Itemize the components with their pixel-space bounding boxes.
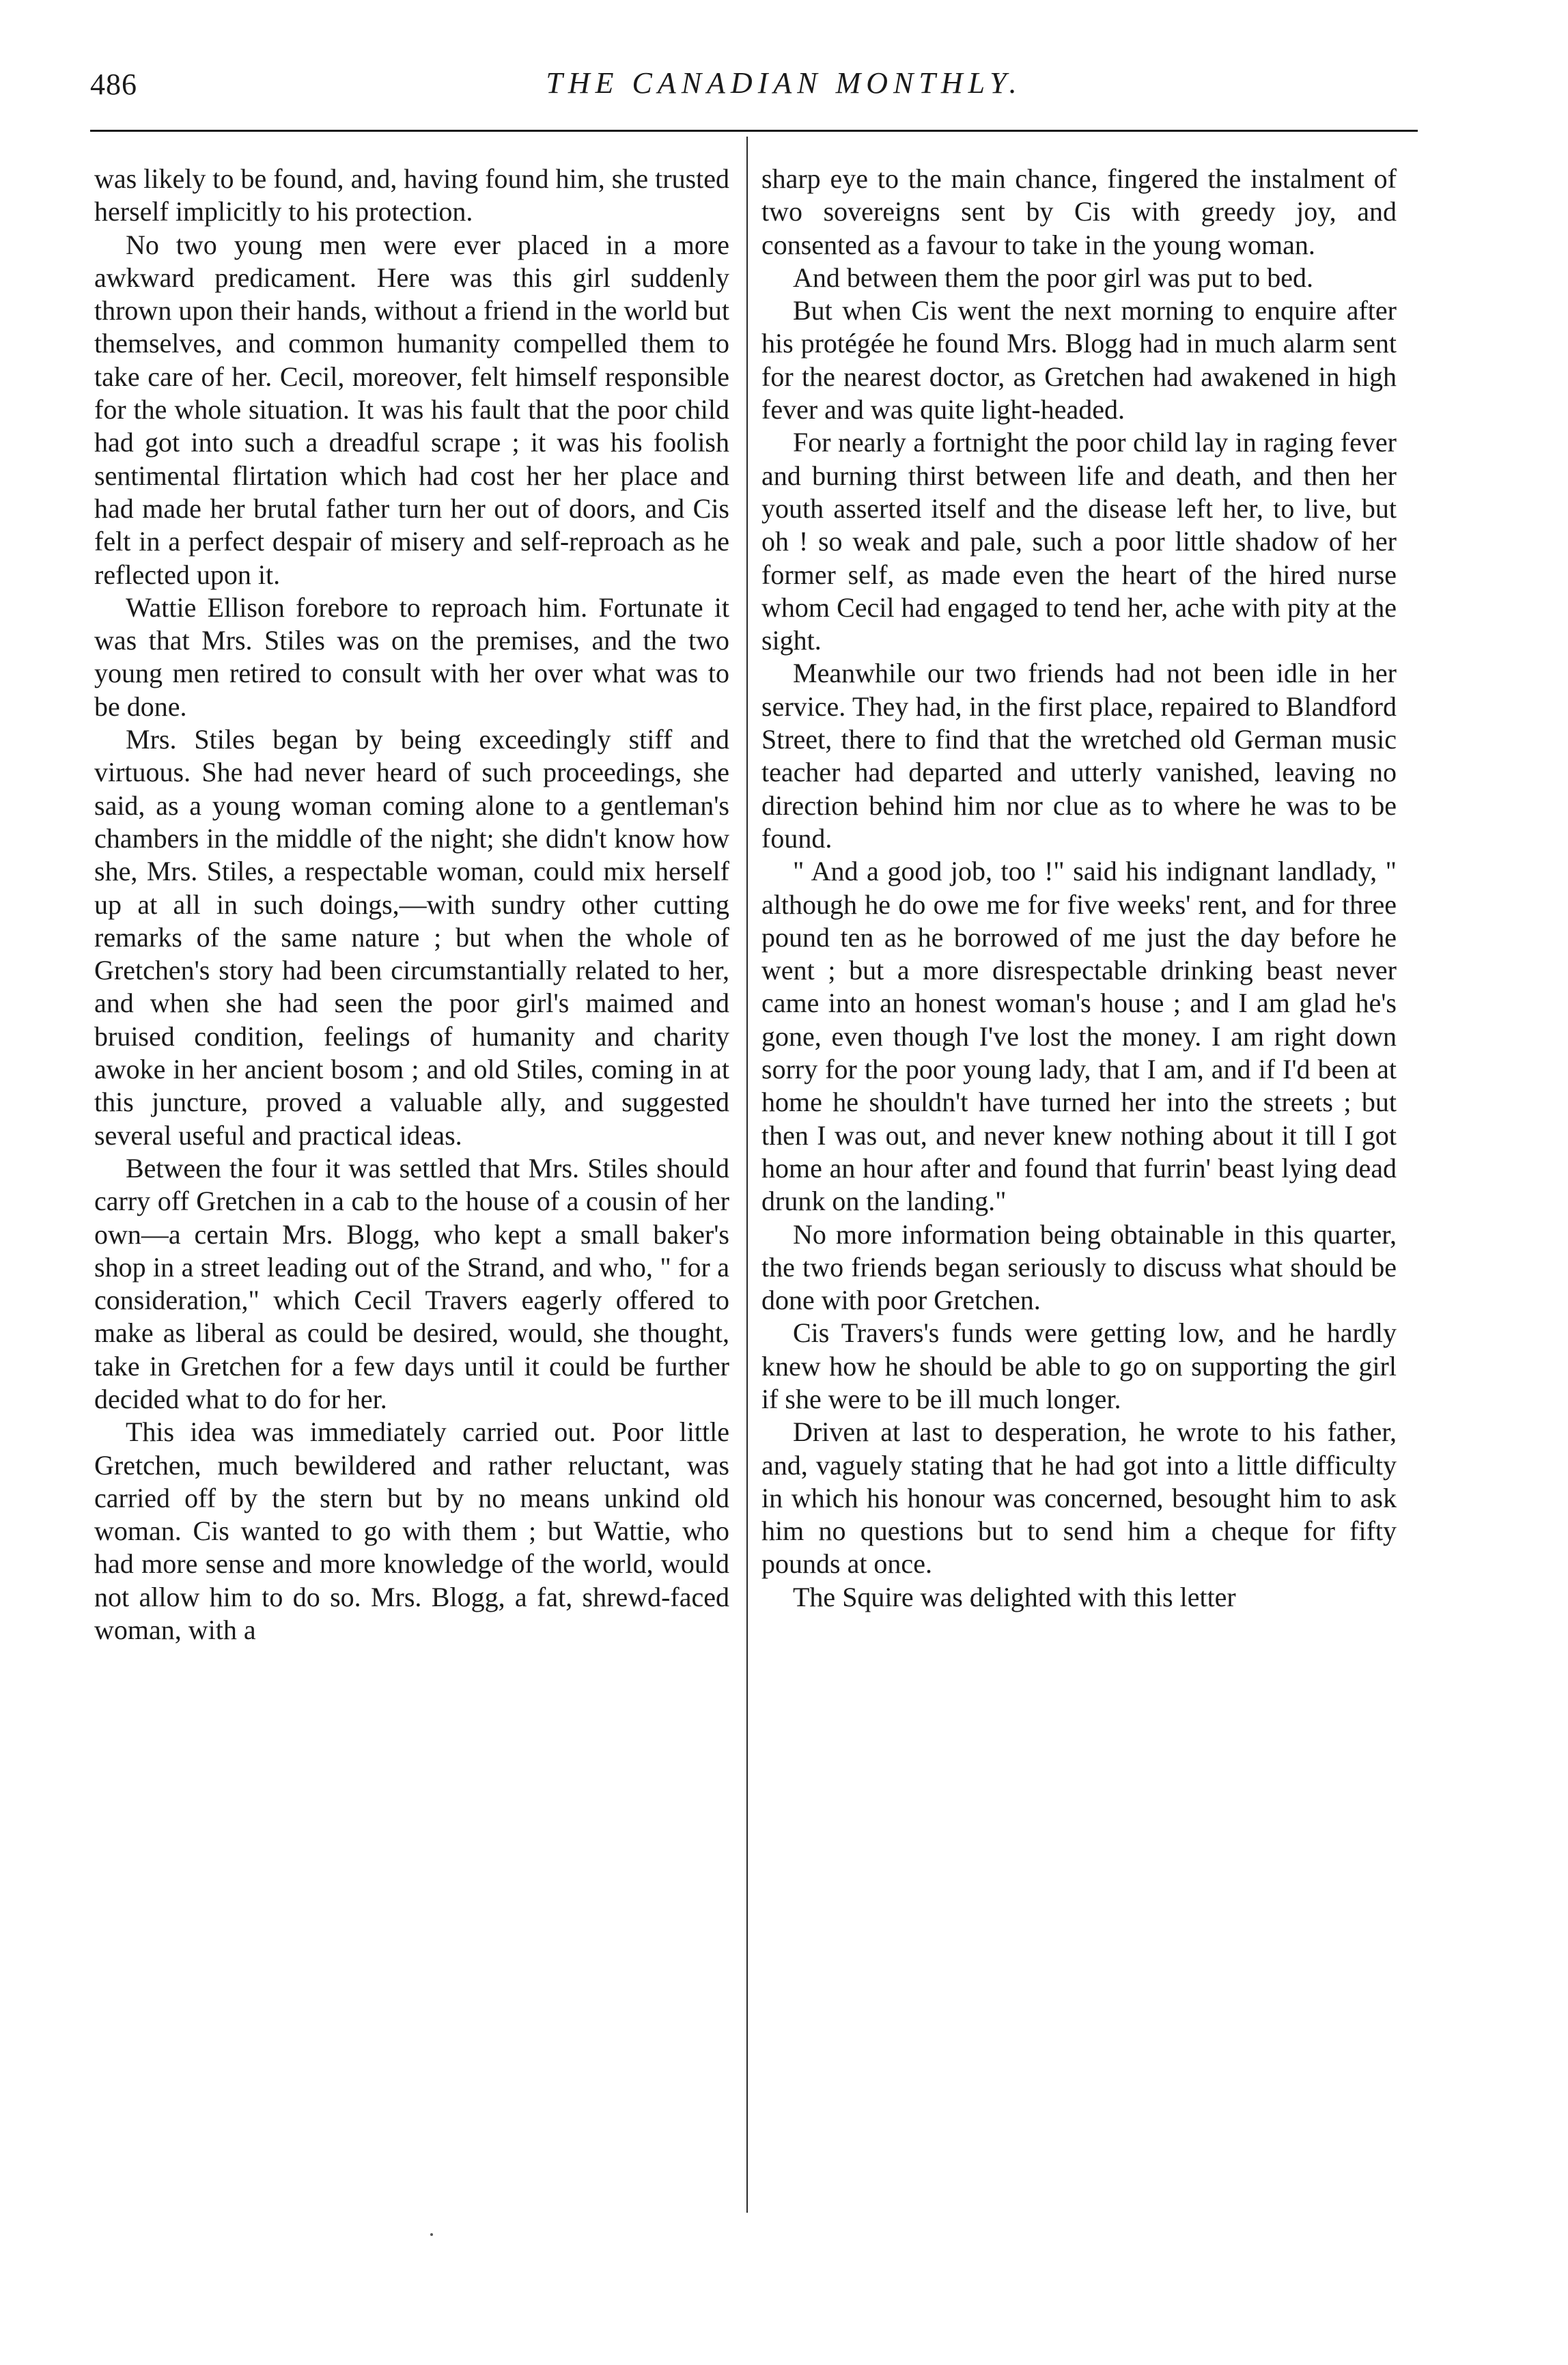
paragraph: No two young men were ever placed in a more awkward predicament. Here was this girl suddenly thrown upon their hands, without a friend in the world but themselves, and common humanity compelled them to take care of her. Cecil, moreover, felt himself responsible for the whole situation. It was his fault that the poor child had got into such a dreadful scrape ; it was his foolish sentimental flirtation which had cost her her place and had made her brutal father turn her out of doors, and Cis felt in a perfect despair of misery and self-reproach as he reflected upon it.: [94, 229, 729, 590]
paragraph: And between them the poor girl was put to bed.: [793, 262, 1314, 293]
paragraph: For nearly a fortnight the poor child lay in raging fever and burning thirst between life and death, and then her youth asserted itself and the disease left her, to live, but oh ! so weak and pale, such a poor little shadow of her former self, as made even the heart of the hired nurse whom Cecil had engaged to tend her, ache with pity at the sight.: [761, 427, 1397, 656]
column-divider: [746, 137, 748, 2213]
paragraph: was likely to be found, and, having found him, she trusted herself implicitly to his protection.: [94, 163, 729, 227]
print-speck: [430, 2233, 433, 2236]
header-rule: [90, 130, 1418, 132]
right-column: [761, 163, 1397, 1614]
paragraph: Wattie Ellison forebore to reproach him. Fortunate it was that Mrs. Stiles was on the premises, and the two young men retired to consult with her over what was to be done.: [94, 591, 729, 722]
paragraph: No more information being obtainable in this quarter, the two friends began seriously to discuss what should be done with poor Gretchen.: [761, 1218, 1397, 1316]
paragraph: The Squire was delighted with this letter: [793, 1581, 1236, 1612]
paragraph: Driven at last to desperation, he wrote to his father, and, vaguely stating that he had got into a little difficulty in which his honour was concerned, besought him to ask him no questions but to send him a cheque for fifty pounds at once.: [761, 1416, 1397, 1580]
paragraph: Mrs. Stiles began by being exceedingly stiff and virtuous. She had never heard of such proceedings, she said, as a young woman coming alone to a gentleman's chambers in the middle of the night; she didn't know how she, Mrs. Stiles, a respectable woman, could mix herself up at all in such doings,—with sundry other cutting remarks of the same nature ; but when the whole of Gretchen's story had been circumstantially related to her, and when she had seen the poor girl's maimed and bruised condition, feelings of humanity and charity awoke in her ancient bosom ; and old Stiles, coming in at this juncture, proved a valuable ally, and suggested several useful and practical ideas.: [94, 724, 729, 1151]
paragraph: But when Cis went the next morning to enquire after his protégée he found Mrs. Blogg had in much alarm sent for the nearest doctor, as Gretchen had awakened in high fever and was quite light-headed.: [761, 295, 1397, 425]
paragraph: Meanwhile our two friends had not been idle in her service. They had, in the first place, repaired to Blandford Street, there to find that the wretched old German music teacher had departed and utterly vanished, leaving no direction behind him nor clue as to where he was to be found.: [761, 658, 1397, 854]
paragraph: sharp eye to the main chance, fingered the instalment of two sovereigns sent by Cis with greedy joy, and consented as a favour to take in the young woman.: [761, 163, 1397, 260]
left-column: [94, 163, 729, 1647]
page-number: 486: [90, 68, 137, 101]
paragraph: " And a good job, too !" said his indignant landlady, " although he do owe me for five weeks' rent, and for three pound ten as he borrowed of me just the day before he went ; but a more disrespectable drinking beast never came into an honest woman's house ; and I am glad he's gone, even though I've lost the money. I am right down sorry for the poor young lady, that I am, and if I'd been at home he shouldn't have turned her into the streets ; but then I was out, and never knew nothing about it till I got home an hour after and found that furrin' beast lying dead drunk on the landing.": [761, 856, 1397, 1217]
paragraph: Cis Travers's funds were getting low, and he hardly knew how he should be able to go on supporting the girl if she were to be ill much longer.: [761, 1317, 1397, 1414]
running-title: THE CANADIAN MONTHLY.: [546, 66, 1022, 100]
paragraph: This idea was immediately carried out. Poor little Gretchen, much bewildered and rather reluctant, was carried off by the stern but by no means unkind old woman. Cis wanted to go with them ; but Wattie, who had more sense and more knowledge of the world, would not allow him to do so. Mrs. Blogg, a fat, shrewd-faced woman, with a: [94, 1416, 729, 1646]
paragraph: Between the four it was settled that Mrs. Stiles should carry off Gretchen in a cab to the house of a cousin of her own—a certain Mrs. Blogg, who kept a small baker's shop in a street leading out of the Strand, and who, " for a consideration," which Cecil Travers eagerly offered to make as liberal as could be desired, would, she thought, take in Gretchen for a few days until it could be further decided what to do for her.: [94, 1152, 729, 1414]
